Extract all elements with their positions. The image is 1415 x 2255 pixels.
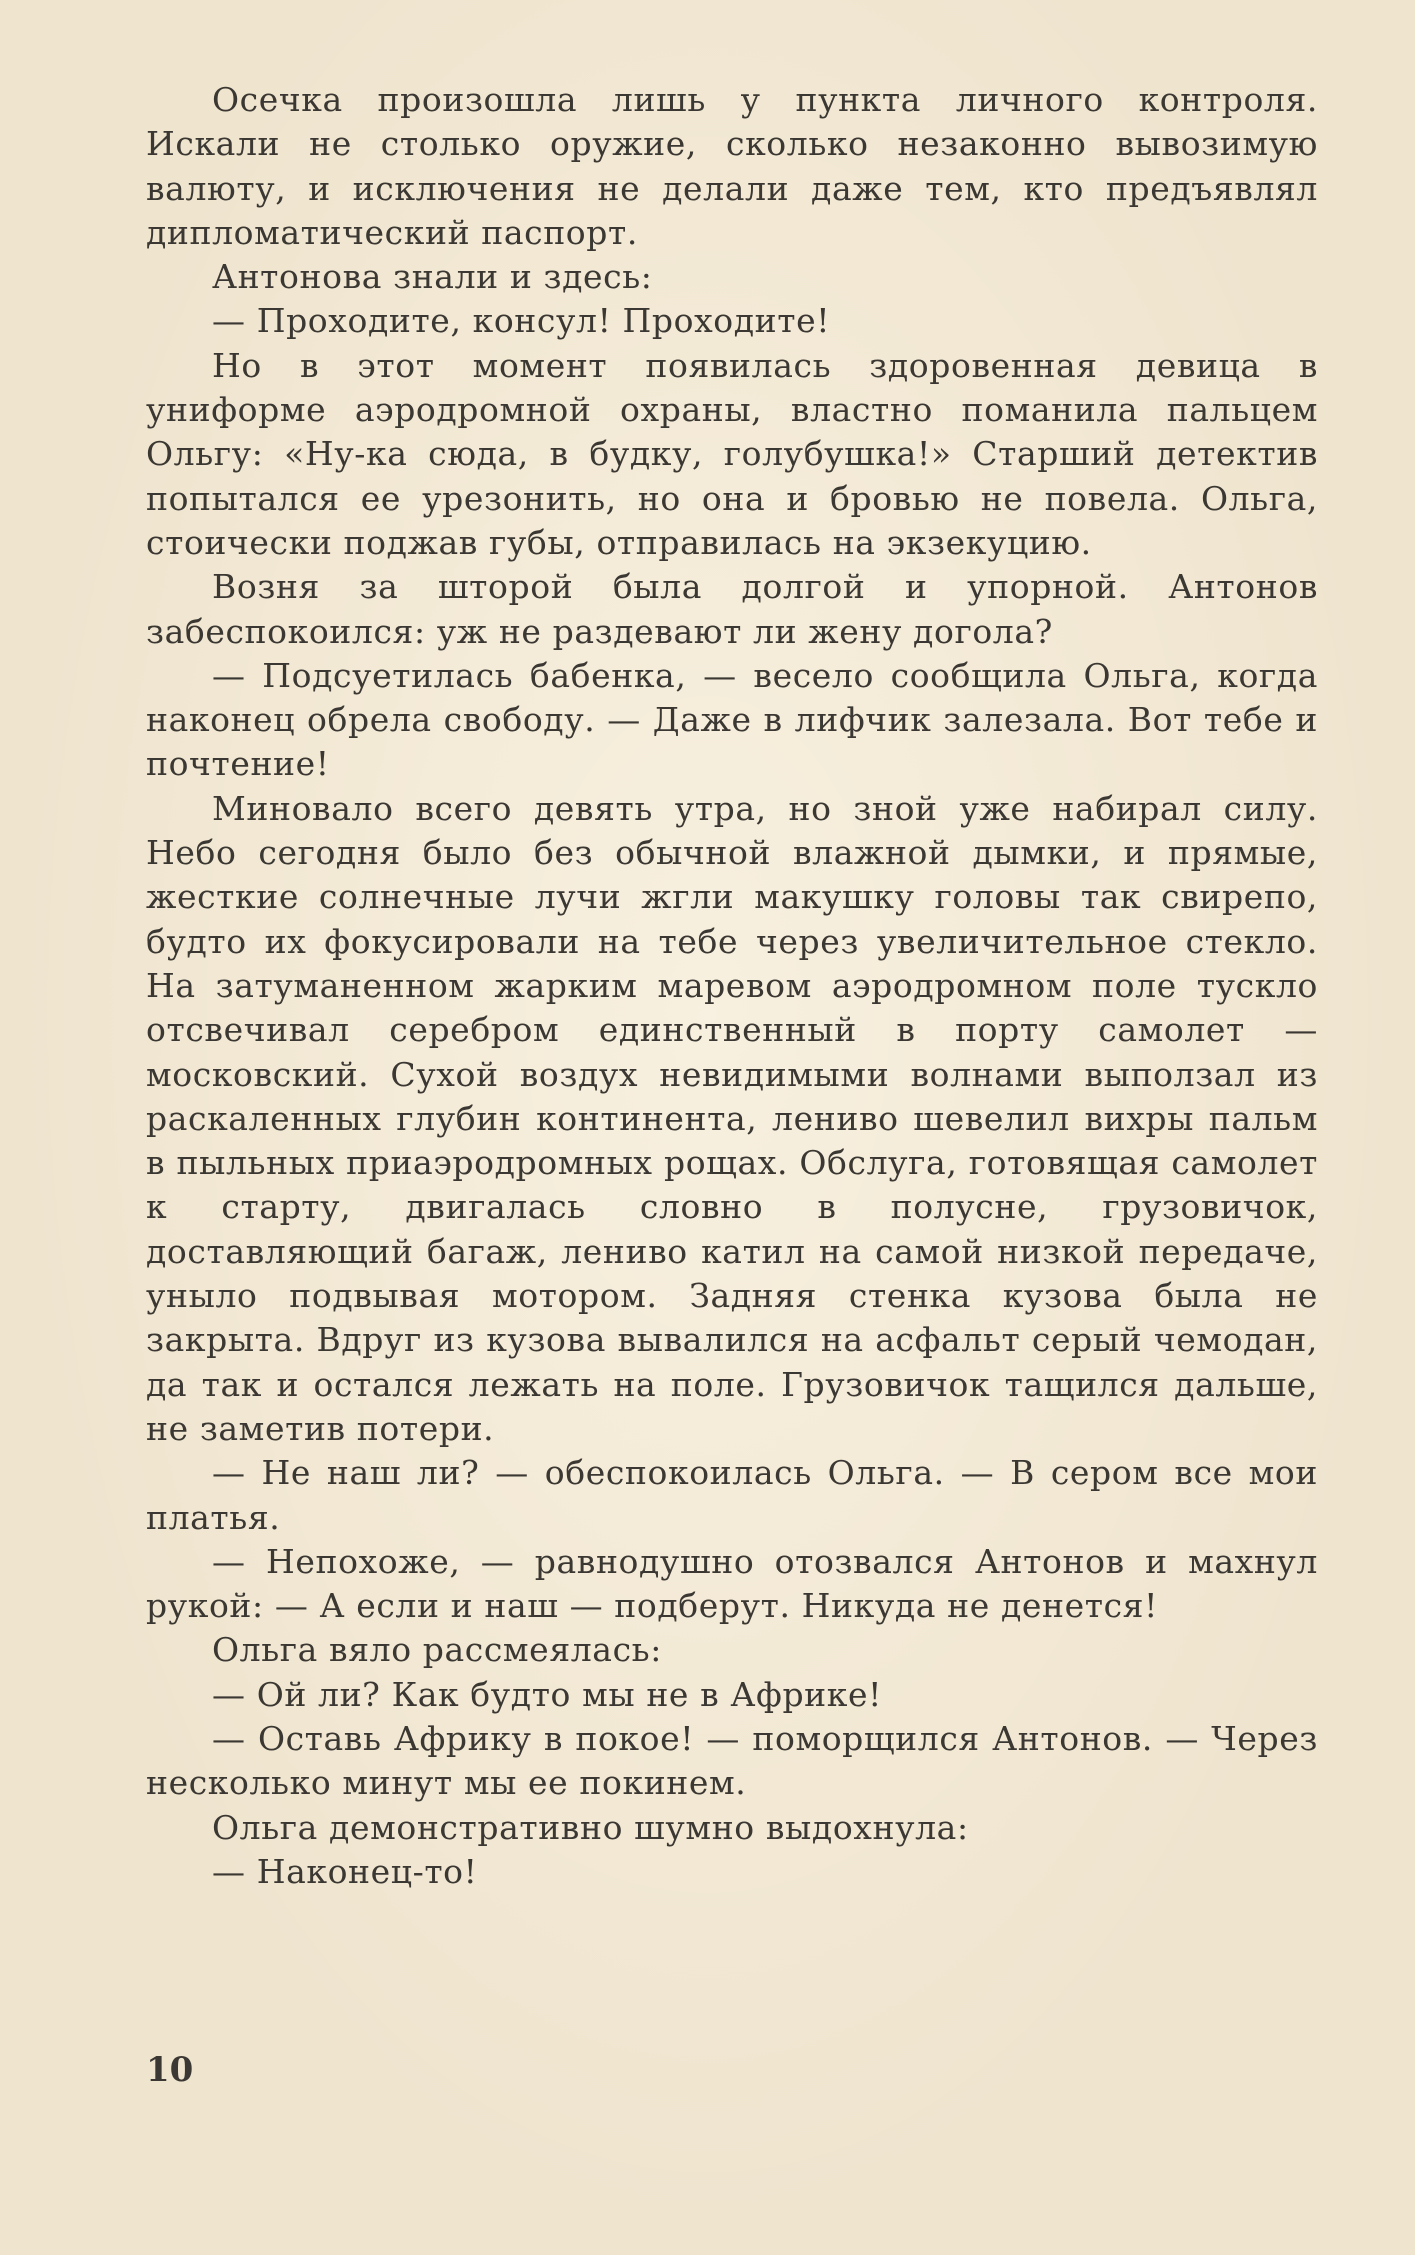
- paragraph: — Непохоже, — равнодушно отозвался Антонов и махнул рукой: — А если и наш — подберут. Никуда не денется!: [146, 1541, 1318, 1626]
- paragraph: — Наконец-то!: [212, 1851, 478, 1891]
- paragraph: — Оставь Африку в покое! — поморщился Антонов. — Через несколько минут мы ее покинем.: [146, 1718, 1318, 1803]
- page-text: [146, 78, 1318, 1894]
- paragraph: Осечка произошла лишь у пункта личного контроля. Искали не столько оружие, сколько незаконно вывозимую валюту, и исключения не делали даже тем, кто предъявлял дипломатический паспорт.: [146, 80, 1318, 252]
- paragraph: — Проходите, консул! Проходите!: [212, 301, 831, 341]
- paragraph: Возня за шторой была долгой и упорной. Антонов забеспокоился: уж не раздевают ли жену догола?: [146, 567, 1318, 651]
- page-number: 10: [146, 2050, 194, 2090]
- paragraph: Антонова знали и здесь:: [212, 257, 653, 297]
- paragraph: Ольга вяло рассмеялась:: [212, 1630, 662, 1670]
- paragraph: — Ой ли? Как будто мы не в Африке!: [212, 1674, 882, 1714]
- paragraph: Ольга демонстративно шумно выдохнула:: [212, 1807, 969, 1847]
- paragraph: Миновало всего девять утра, но зной уже набирал силу. Небо сегодня было без обычной влажной дымки, и прямые, жесткие солнечные лучи жгли макушку головы так свирепо, будто их фокусировали на тебе через увеличительное стекло. На затуманенном жарким маревом аэродромном поле тускло отсвечивал серебром единственный в порту самолет — московский. Сухой воздух невидимыми волнами выползал из раскаленных глубин континента, лениво шевелил вихры пальм в пыльных приаэродромных рощах. Обслуга, готовящая самолет к старту, двигалась словно в полусне, грузовичок, доставляющий багаж, лениво катил на самой низкой передаче, уныло подвывая мотором. Задняя стенка кузова была не закрыта. Вдруг из кузова вывалился на асфальт серый чемодан, да так и остался лежать на поле. Грузовичок тащился дальше, не заметив потери.: [146, 788, 1318, 1448]
- paragraph: — Не наш ли? — обеспокоилась Ольга. — В сером все мои платья.: [146, 1453, 1318, 1537]
- paragraph: Но в этот момент появилась здоровенная девица в униформе аэродромной охраны, властно поманила пальцем Ольгу: «Ну-ка сюда, в будку, голубушка!» Старший детектив попытался ее урезонить, но она и бровью не повела. Ольга, стоически поджав губы, отправилась на экзекуцию.: [146, 345, 1318, 562]
- paragraph: — Подсуетилась бабенка, — весело сообщила Ольга, когда наконец обрела свободу. — Даже в лифчик залезала. Вот тебе и почтение!: [146, 655, 1318, 784]
